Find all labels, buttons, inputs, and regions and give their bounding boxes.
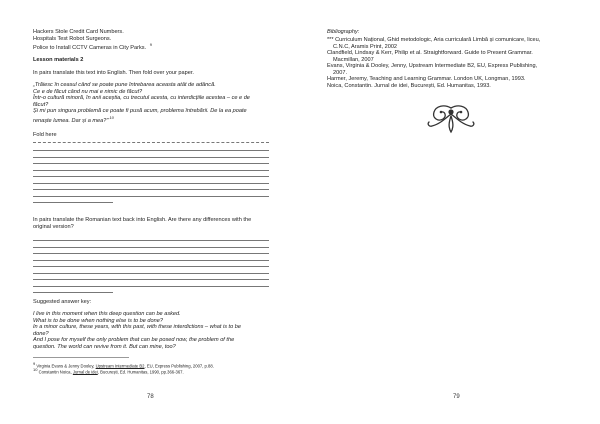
writing-line-short[interactable] <box>33 292 113 293</box>
writing-line[interactable] <box>33 279 269 280</box>
footnote-9-author: Virginia Evans & Jenny Dooley, <box>36 363 96 369</box>
writing-line[interactable] <box>33 170 269 171</box>
footnote-10-title: Jurnal de idei <box>72 369 98 375</box>
answer-line-4: done? <box>33 330 49 337</box>
romanian-line-4: făcut? <box>33 101 49 108</box>
instruction-2-line-2: original version? <box>33 223 74 230</box>
writing-line[interactable] <box>33 260 269 261</box>
bib-entry-3-line-2: 2007. <box>333 69 347 76</box>
instruction-2-line-1: In pairs translate the Romanian text back into English. Are there any differences with the <box>33 217 252 223</box>
footnote-9-mark: 9 <box>33 361 36 366</box>
bib-entry-2-line-2: Macmillan, 2007 <box>333 56 374 63</box>
fold-label: Fold here <box>33 132 57 138</box>
writing-line[interactable] <box>33 176 269 177</box>
decorative-flourish-icon <box>426 102 476 139</box>
fold-line[interactable] <box>33 142 269 143</box>
footnote-separator <box>33 357 129 358</box>
right-page <box>300 0 600 424</box>
romanian-line-6 <box>33 115 114 124</box>
section-title: Lesson materials 2 <box>33 57 84 63</box>
answer-line-6: question. The world can revive from it. But can mine, too? <box>33 343 176 350</box>
romanian-line-5: Și mi pun singura problemă ce poate fi pusă acum, problema întrebării. De la ea poate <box>33 108 247 114</box>
writing-line[interactable] <box>33 253 269 254</box>
romanian-line-2: Ce e de făcut când nu mai e nimic de făcut? <box>33 88 143 95</box>
romanian-line-3: Într-o cultură minoră, în anii aceștia, cu trecutul acesta, cu interdicțiile acestea – ce e de <box>33 95 250 101</box>
writing-line[interactable] <box>33 150 269 151</box>
footnote-ref-10: 10 <box>109 114 114 120</box>
writing-line[interactable] <box>33 273 269 274</box>
bib-entry-2-line-1: Clandfield, Lindsay & Kerr, Philip et al. Straightforward. Guide to Present Grammar. <box>327 50 533 56</box>
writing-line[interactable] <box>33 196 269 197</box>
answer-line-5: And I pose for myself the only problem that can be posed now, the problem of the <box>33 337 235 343</box>
page-number-right: 79 <box>453 394 460 400</box>
writing-line[interactable] <box>33 240 269 241</box>
headline-3-text: Police to Install CCTV Cameras in City Parks. <box>33 44 147 51</box>
writing-line[interactable] <box>33 286 269 287</box>
footnote-10 <box>33 367 184 374</box>
romanian-line-6-text: renaște lumea. Dar și a mea?" <box>33 117 109 124</box>
romanian-line-1: „Trăiesc în ceasul când se poate pune întrebarea aceasta atât de adâncă. <box>33 82 216 88</box>
bib-entry-1-line-2: C.N.C, Aramis Print, 2002 <box>333 43 398 50</box>
footnote-10-mark: 10 <box>33 367 38 372</box>
writing-line[interactable] <box>33 183 269 184</box>
bib-entry-5: Noica, Constantin. Jurnal de idei, București, Ed. Humanitas, 1993. <box>327 82 491 89</box>
writing-line[interactable] <box>33 163 269 164</box>
bib-entry-4: Harmer, Jeremy, Teaching and Learning Grammar. London UK, Longman, 1993. <box>327 76 526 82</box>
writing-line[interactable] <box>33 266 269 267</box>
footnote-10-details: , București, Ed. Humanitas, 1990, pp.366-367. <box>97 369 184 375</box>
headline-1: Hackers Stole Credit Card Numbers. <box>33 29 124 35</box>
bib-entry-3-line-1: Evans, Virginia & Dooley, Jenny, Upstream Intermediate B2, EU, Express Publishing, <box>327 63 538 69</box>
writing-line[interactable] <box>33 247 269 248</box>
footnote-9-title: Upstream Intermediate B2 <box>95 363 145 369</box>
writing-line[interactable] <box>33 157 269 158</box>
answer-line-2: What is to be done when nothing else is to be done? <box>33 317 163 324</box>
answer-line-3: In a minor culture, these years, with this past, with these interdictions – what is to be <box>33 324 242 330</box>
footnote-9-details: , EU, Express Publishing, 2007, p.88. <box>144 363 214 369</box>
headline-3 <box>33 42 152 51</box>
answer-key-label: Suggested answer key: <box>33 299 92 305</box>
writing-line-short[interactable] <box>33 202 113 203</box>
headline-2: Hospitals Test Robot Surgeons. <box>33 35 112 42</box>
bib-entry-1-line-1: *** Curriculum Național, Ghid metodologic, Aria curriculară Limbă și comunicare, liceu, <box>327 37 541 43</box>
page-number-left: 78 <box>147 394 154 400</box>
footnote-10-author: Constantin Noica, <box>38 369 73 375</box>
instruction-1: In pairs translate this text into English. Then fold over your paper. <box>33 70 194 76</box>
writing-line[interactable] <box>33 189 269 190</box>
answer-line-1: I live in this moment when this deep question can be asked. <box>33 311 181 317</box>
footnote-ref-9: 9 <box>149 42 152 47</box>
bibliography-title: Bibliography: <box>327 29 360 35</box>
